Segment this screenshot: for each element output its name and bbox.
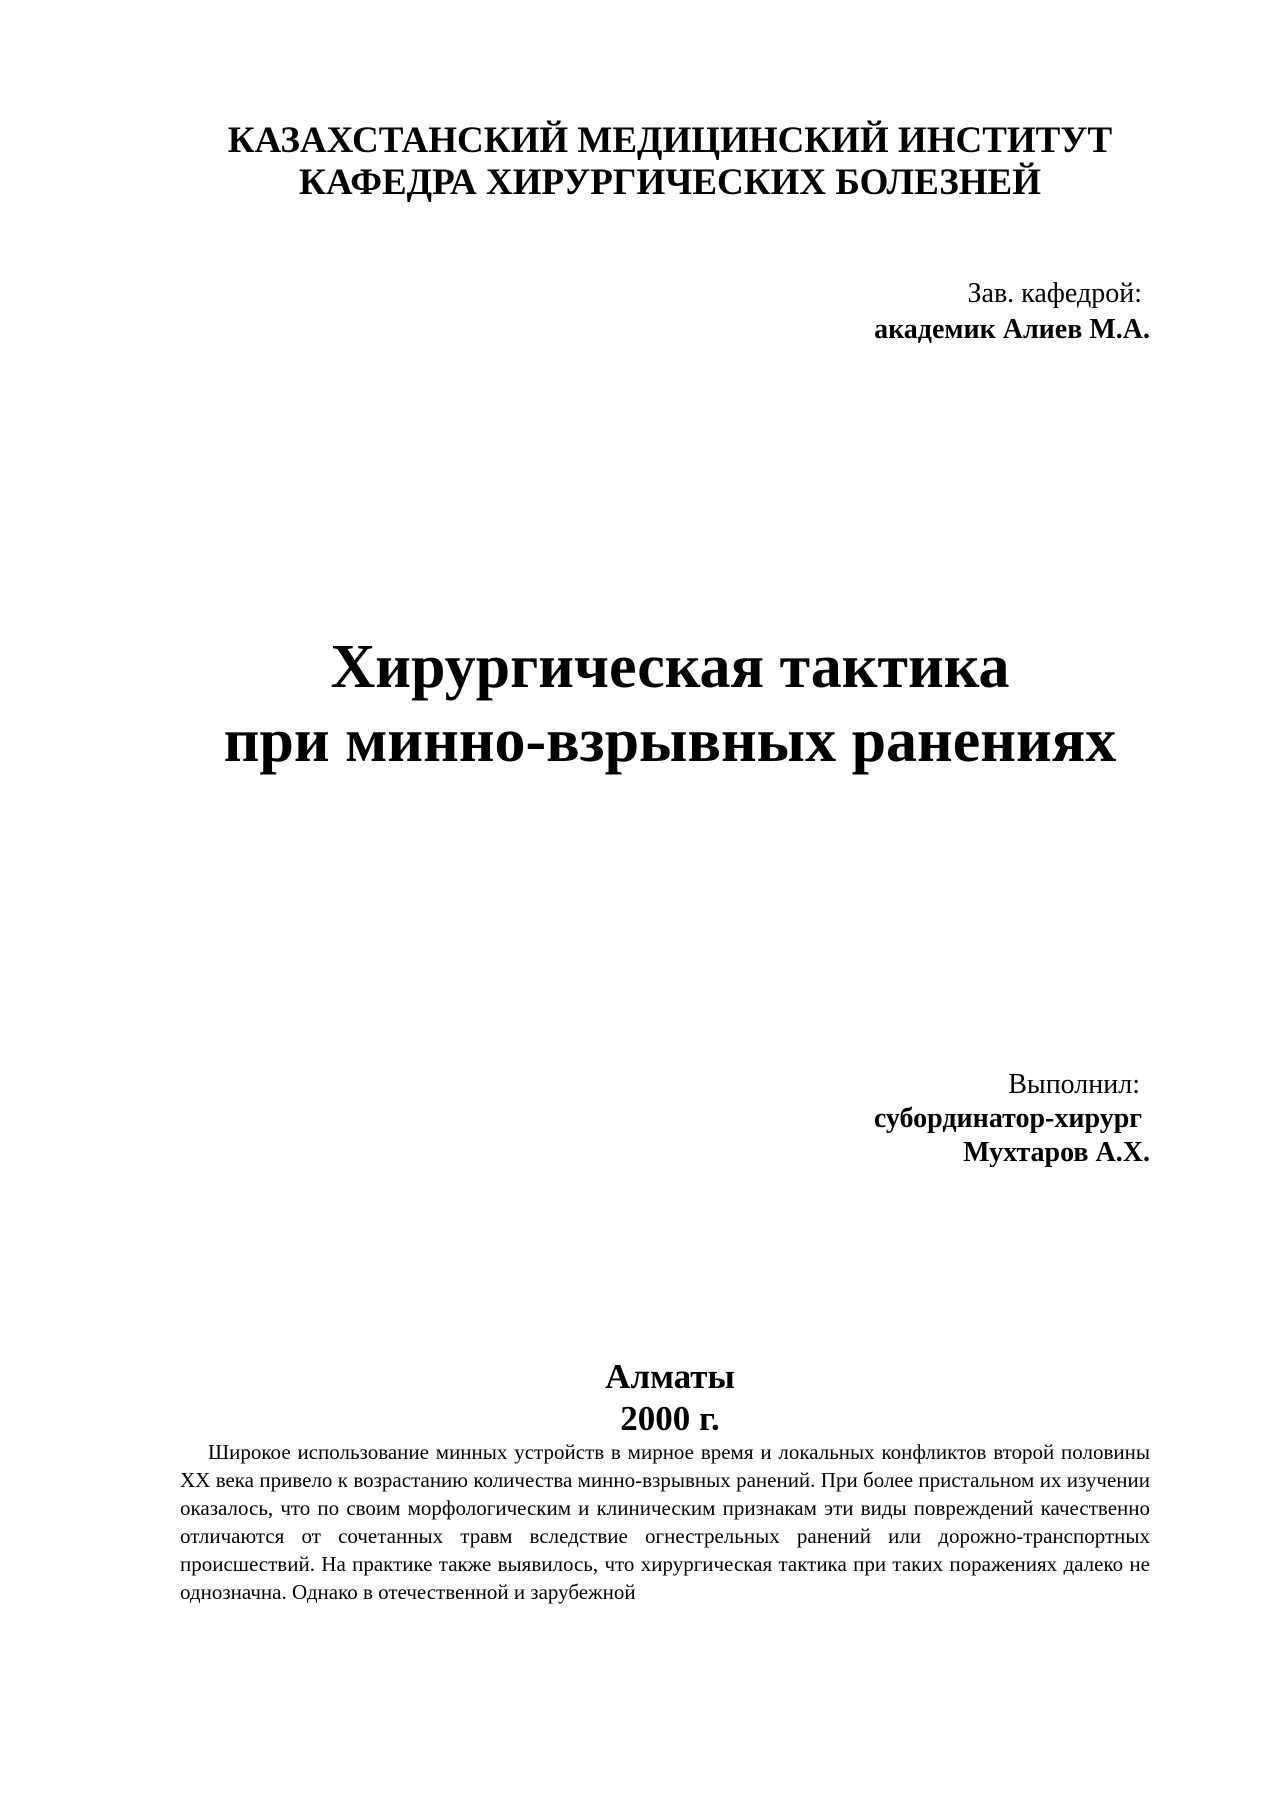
institute-name: КАЗАХСТАНСКИЙ МЕДИЦИНСКИЙ ИНСТИТУТ [227,120,1113,161]
institution-header [120,120,1220,204]
department-name: КАФЕДРА ХИРУРГИЧЕСКИХ БОЛЕЗНЕЙ [299,162,1041,203]
head-role-label: Зав. кафедрой: [967,278,1142,309]
head-name: академик Алиев М.А. [874,314,1150,345]
author-role-label: Выполнил: [1008,1069,1140,1100]
author-position: субординатор-хирург [873,1103,1142,1134]
author-name: Мухтаров А.Х. [963,1137,1150,1168]
author-block [874,1068,1150,1170]
title-line-1: Хирургическая тактика [330,633,1010,701]
city: Алматы [605,1357,735,1396]
head-of-department-block [874,276,1150,348]
document-title [120,630,1220,778]
year: 2000 г. [620,1399,720,1438]
place-and-year [120,1356,1220,1440]
body-paragraph: Широкое использование минных устройств в мирное время и локальных конфликтов второй половины XX века привело к возрастанию количества минно-взрывных ранений. При более пристальном их изучении оказалось, что по своим морфологическим и клиническим признакам эти виды повреждений качественно отличаются от сочетанных травм вследствие огнестрельных ранений или дорожно-транспортных происшествий. На практике также выявилось, что хирургическая тактика при таких поражениях далеко не однозначна. Однако в отечественной и зарубежной [180,1440,1150,1604]
title-line-2: при минно-взрывных ранениях [223,707,1117,775]
